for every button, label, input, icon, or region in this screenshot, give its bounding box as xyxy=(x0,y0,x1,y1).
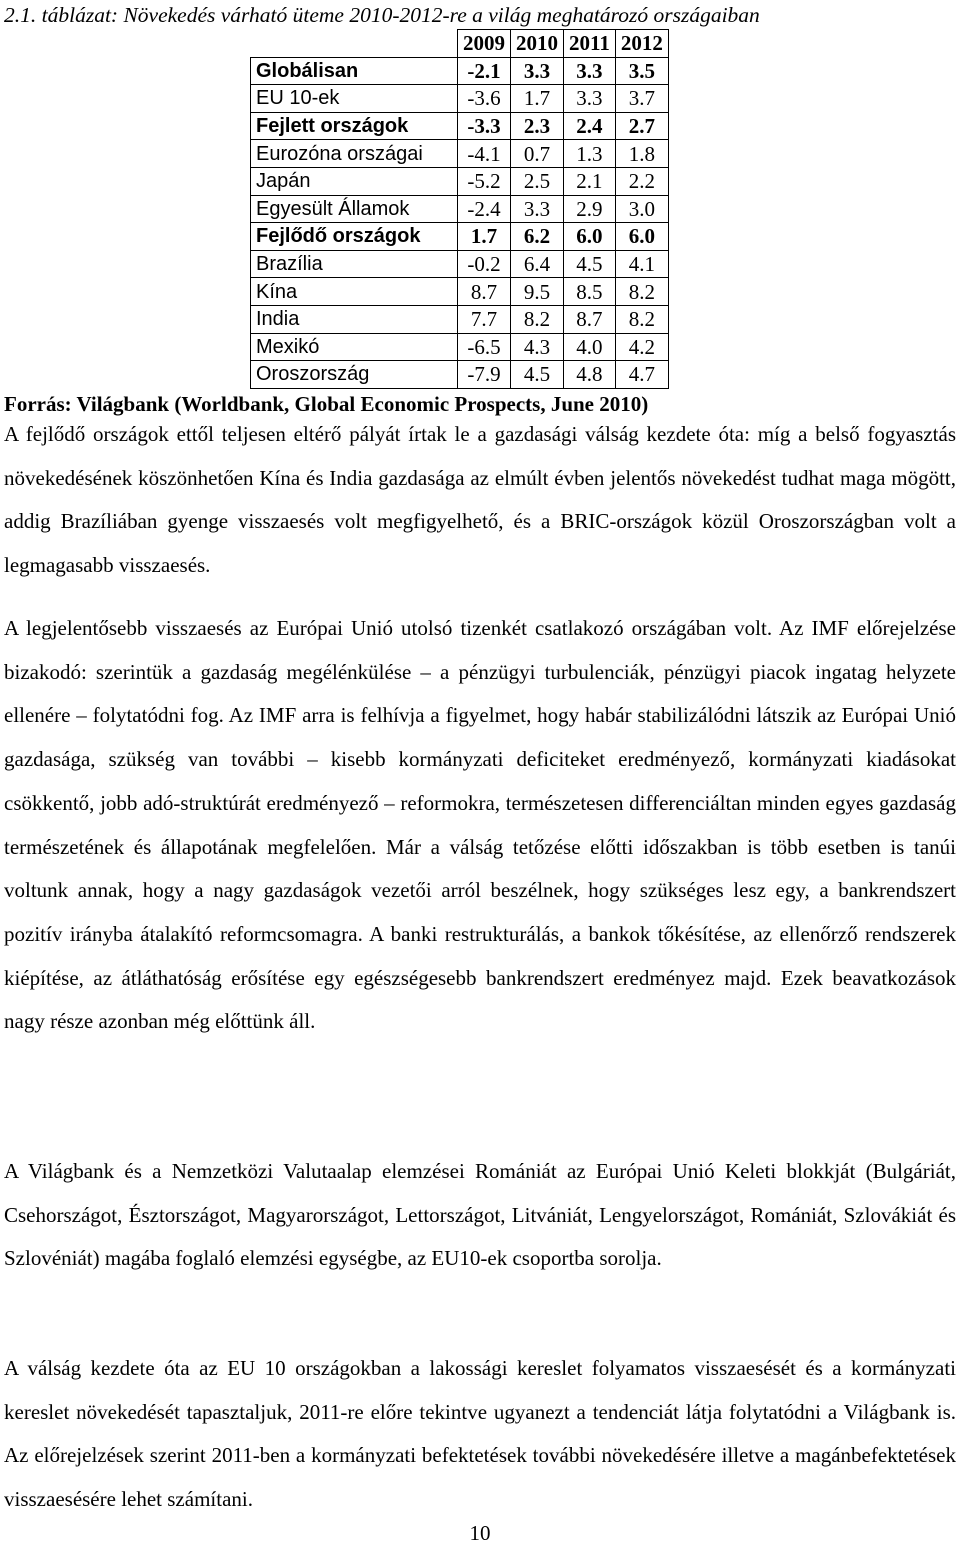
row-label: Japán xyxy=(251,167,458,195)
table-row xyxy=(251,167,669,195)
value-cell: 2.9 xyxy=(564,195,616,223)
value-cell: 1.7 xyxy=(458,223,511,251)
table-row xyxy=(251,57,669,85)
table-row xyxy=(251,361,669,389)
table-row xyxy=(251,112,669,140)
row-label: Fejlődő országok xyxy=(251,223,458,251)
value-cell: 0.7 xyxy=(511,140,564,168)
table-row xyxy=(251,140,669,168)
value-cell: 6.0 xyxy=(615,223,668,251)
value-cell: 6.4 xyxy=(511,250,564,278)
value-cell: 3.3 xyxy=(564,57,616,85)
table-row xyxy=(251,333,669,361)
value-cell: 1.7 xyxy=(511,85,564,113)
table-row xyxy=(251,250,669,278)
value-cell: -4.1 xyxy=(458,140,511,168)
year-header: 2011 xyxy=(564,30,616,58)
row-label: Egyesült Államok xyxy=(251,195,458,223)
value-cell: 8.2 xyxy=(615,278,668,306)
page-number: 10 xyxy=(469,1521,491,1545)
table-row xyxy=(251,305,669,333)
row-label: Kína xyxy=(251,278,458,306)
value-cell: -7.9 xyxy=(458,361,511,389)
value-cell: 4.8 xyxy=(564,361,616,389)
table-row xyxy=(251,195,669,223)
value-cell: 4.3 xyxy=(511,333,564,361)
value-cell: 1.3 xyxy=(564,140,616,168)
value-cell: 8.7 xyxy=(564,305,616,333)
value-cell: 3.3 xyxy=(564,85,616,113)
value-cell: 4.1 xyxy=(615,250,668,278)
value-cell: 3.5 xyxy=(615,57,668,85)
value-cell: -5.2 xyxy=(458,167,511,195)
value-cell: 6.2 xyxy=(511,223,564,251)
value-cell: 2.2 xyxy=(615,167,668,195)
paragraph: A fejlődő országok ettől teljesen eltérő pályát írtak le a gazdasági válság kezdete óta: míg a belső fogyasztás növekedésének köszönhetően Kína és India gazdasága az elmúlt évben jelentős növekedést tudhat maga mögött, addig Brazíliában gyenge visszaesés volt megfigyelhető, és a BRIC-országok közül Oroszországban volt a legmagasabb visszaesés. xyxy=(4,422,956,578)
value-cell: 1.8 xyxy=(615,140,668,168)
row-label: Brazília xyxy=(251,250,458,278)
value-cell: 3.3 xyxy=(511,57,564,85)
value-cell: 8.5 xyxy=(564,278,616,306)
paragraph: A válság kezdete óta az EU 10 országokban a lakossági kereslet folyamatos visszaesését és a kormányzati kereslet növekedését tapasztaljuk, 2011-re előre tekintve ugyanezt a tendenciát látja folytatódni a Világbank is. Az előrejelzések szerint 2011-ben a kormányzati befektetések további növekedésére illetve a magánbefektetések visszaesésére lehet számítani. xyxy=(4,1356,956,1512)
value-cell: 3.0 xyxy=(615,195,668,223)
value-cell: 2.7 xyxy=(615,112,668,140)
value-cell: 9.5 xyxy=(511,278,564,306)
table-row xyxy=(251,85,669,113)
value-cell: 3.7 xyxy=(615,85,668,113)
table-row xyxy=(251,278,669,306)
value-cell: 4.5 xyxy=(511,361,564,389)
value-cell: 4.2 xyxy=(615,333,668,361)
value-cell: 4.7 xyxy=(615,361,668,389)
value-cell: 2.5 xyxy=(511,167,564,195)
paragraph: A Világbank és a Nemzetközi Valutaalap elemzései Romániát az Európai Unió Keleti blokkját (Bulgáriát, Csehországot, Észtországot, Magyarországot, Lettországot, Litvániát, Lengyelországot, Romániát, Szlovákiát és Szlovéniát) magába foglaló elemzési egységbe, az EU10-ek csoportba sorolja. xyxy=(4,1159,956,1271)
value-cell: -3.6 xyxy=(458,85,511,113)
row-label: Globálisan xyxy=(251,57,458,85)
value-cell: 2.4 xyxy=(564,112,616,140)
value-cell: -2.1 xyxy=(458,57,511,85)
row-label: Mexikó xyxy=(251,333,458,361)
value-cell: 8.2 xyxy=(615,305,668,333)
row-label: EU 10-ek xyxy=(251,85,458,113)
value-cell: -0.2 xyxy=(458,250,511,278)
value-cell: 8.7 xyxy=(458,278,511,306)
row-label: Fejlett országok xyxy=(251,112,458,140)
year-header: 2010 xyxy=(511,30,564,58)
value-cell: 2.3 xyxy=(511,112,564,140)
value-cell: 6.0 xyxy=(564,223,616,251)
table-header-row xyxy=(251,30,669,58)
value-cell: -2.4 xyxy=(458,195,511,223)
value-cell: 3.3 xyxy=(511,195,564,223)
value-cell: 7.7 xyxy=(458,305,511,333)
year-header: 2012 xyxy=(615,30,668,58)
row-label: Eurozóna országai xyxy=(251,140,458,168)
table-caption: 2.1. táblázat: Növekedés várható üteme 2010-2012-re a világ meghatározó országaiban xyxy=(4,3,760,27)
value-cell: -3.3 xyxy=(458,112,511,140)
value-cell: -6.5 xyxy=(458,333,511,361)
value-cell: 2.1 xyxy=(564,167,616,195)
value-cell: 4.0 xyxy=(564,333,616,361)
header-corner-cell xyxy=(251,30,458,58)
paragraph: A legjelentősebb visszaesés az Európai Unió utolsó tizenkét csatlakozó országában volt. Az IMF előrejelzése bizakodó: szerintük a gazdaság megélénkülése – a pénzügyi turbulenciák, pénzügyi piacok ingatag helyzete ellenére – folytatódni fog. Az IMF arra is felhívja a figyelmet, hogy habár stabilizálódni látszik az Európai Unió gazdasága, szükség van további – kisebb kormányzati deficiteket eredményező, kormányzati kiadásokat csökkentő, jobb adó-struktúrát eredményező – reformokra, természetesen differenciáltan minden egyes gazdaság természetének és állapotának megfelelően. Már a válság tetőzése előtti időszakban is több esetben is tanúi voltunk annak, hogy a nagy gazdaságok vezetői arról beszélnek, hogy szükséges lesz egy, a bankrendszert pozitív irányba átalakító reformcsomagra. A banki restrukturálás, a bankok tőkésítése, az ellenőrző rendszerek kiépítése, az átláthatóság erősítése egy egészségesebb bankrendszert eredményez majd. Ezek beavatkozások nagy része azonban még előttünk áll. xyxy=(4,616,956,1034)
value-cell: 8.2 xyxy=(511,305,564,333)
value-cell: 4.5 xyxy=(564,250,616,278)
table-source: Forrás: Világbank (Worldbank, Global Economic Prospects, June 2010) xyxy=(4,392,649,416)
year-header: 2009 xyxy=(458,30,511,58)
table-row xyxy=(251,223,669,251)
growth-table xyxy=(250,29,669,389)
row-label: India xyxy=(251,305,458,333)
row-label: Oroszország xyxy=(251,361,458,389)
